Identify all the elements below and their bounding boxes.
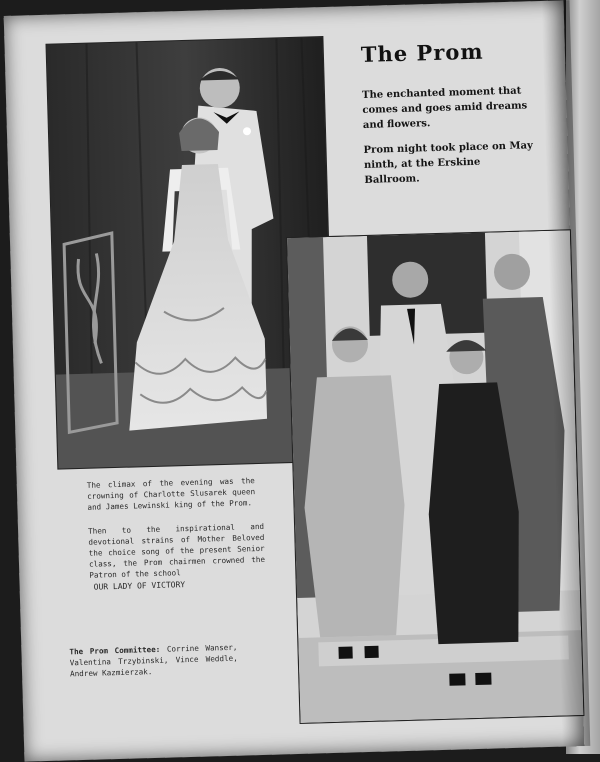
committee-caption: [69, 642, 238, 680]
chairmen-illustration: [287, 230, 583, 723]
committee-names: Corrine Wanser, Valentina Trzybinski, Vince Weddle, Andrew Kazmierzak.: [69, 642, 238, 679]
crowning-caption: The climax of the evening was the crowning of Charlotte Slusarek queen and James Lewinski king of the Prom.: [86, 476, 256, 512]
ceremony-caption: Then to the inspirational and devotional strains of Mother Beloved the choice song of the present Senior class, the Prom chairmen crowned the Patron of the school: [87, 521, 266, 580]
yearbook-page: [4, 0, 585, 761]
page-title: The Prom: [360, 38, 484, 67]
prom-date-text: Prom night took place on May ninth, at the Erskine Ballroom.: [363, 140, 533, 186]
patron-caption: OUR LADY OF VICTORY: [93, 580, 186, 592]
intro-text: The enchanted moment that comes and goes amid dreams and flowers.: [361, 85, 528, 131]
committee-label: The Prom Committee:: [69, 644, 161, 657]
prom-chairmen-photo: [287, 230, 583, 723]
